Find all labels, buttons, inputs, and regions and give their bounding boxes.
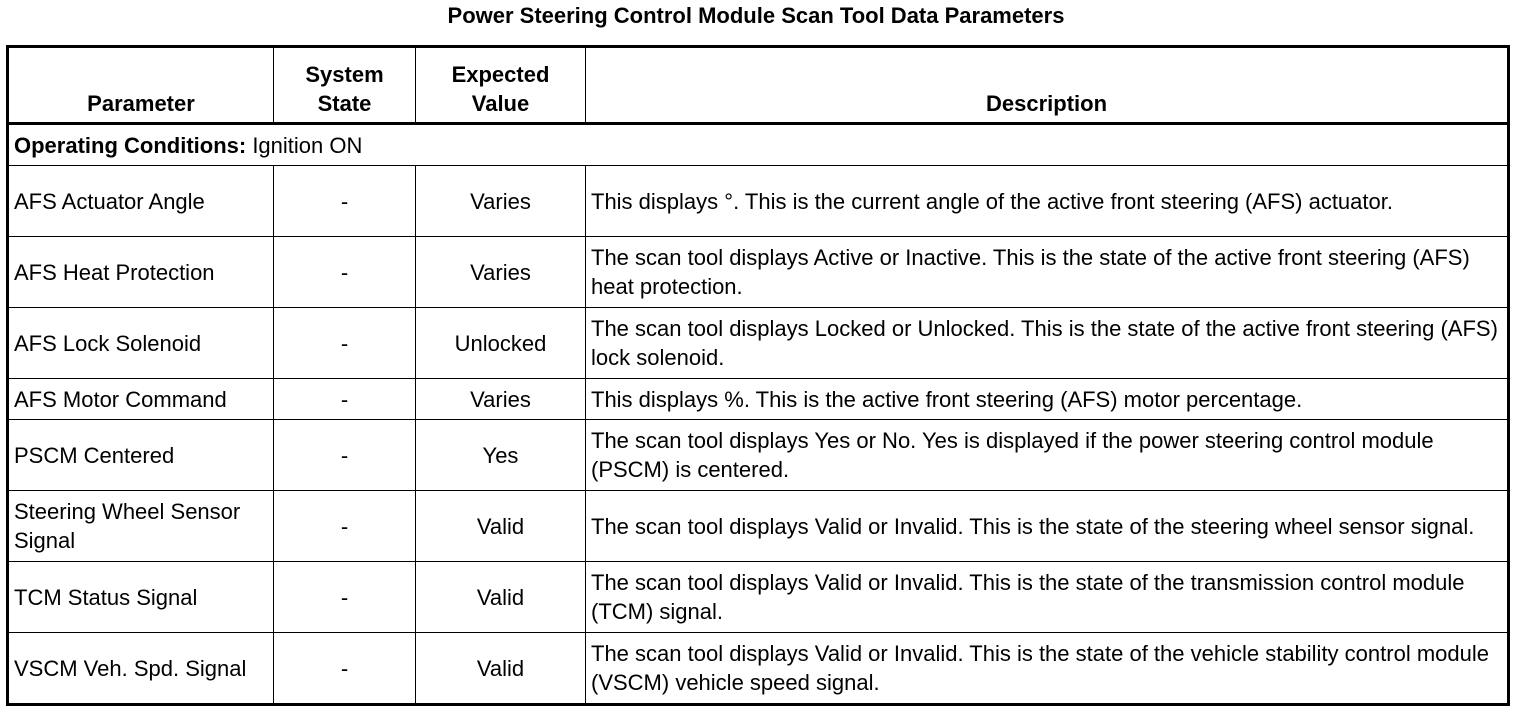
header-parameter: Parameter xyxy=(8,47,274,124)
description-cell: The scan tool displays Valid or Invalid. This is the state of the vehicle stability control module (VSCM) vehicle speed signal. xyxy=(586,633,1509,705)
parameter-cell: AFS Motor Command xyxy=(8,379,274,420)
expected-value-cell: Unlocked xyxy=(416,308,586,379)
table-row xyxy=(8,166,1509,237)
expected-value-cell: Valid xyxy=(416,562,586,633)
parameter-cell: AFS Heat Protection xyxy=(8,237,274,308)
table-row xyxy=(8,420,1509,491)
system-state-cell: - xyxy=(274,308,416,379)
description-cell: The scan tool displays Yes or No. Yes is displayed if the power steering control module (PSCM) is centered. xyxy=(586,420,1509,491)
header-expected-value-line2: Value xyxy=(471,91,530,116)
system-state-cell: - xyxy=(274,491,416,562)
system-state-cell: - xyxy=(274,420,416,491)
expected-value-cell: Varies xyxy=(416,379,586,420)
system-state-cell: - xyxy=(274,166,416,237)
expected-value-cell: Valid xyxy=(416,491,586,562)
table-row xyxy=(8,562,1509,633)
parameter-cell: PSCM Centered xyxy=(8,420,274,491)
expected-value-cell: Yes xyxy=(416,420,586,491)
header-system-state-line2: State xyxy=(317,91,372,116)
parameter-cell: VSCM Veh. Spd. Signal xyxy=(8,633,274,705)
system-state-cell: - xyxy=(274,562,416,633)
parameter-cell: AFS Actuator Angle xyxy=(8,166,274,237)
description-cell: This displays %. This is the active front steering (AFS) motor percentage. xyxy=(586,379,1509,420)
description-cell: The scan tool displays Valid or Invalid. This is the state of the transmission control module (TCM) signal. xyxy=(586,562,1509,633)
system-state-cell: - xyxy=(274,379,416,420)
header-row xyxy=(8,47,1509,124)
description-cell: The scan tool displays Valid or Invalid. This is the state of the steering wheel sensor signal. xyxy=(586,491,1509,562)
table-row xyxy=(8,491,1509,562)
parameter-cell: Steering Wheel Sensor Signal xyxy=(8,491,274,562)
header-expected-value xyxy=(416,47,586,124)
operating-conditions-row xyxy=(8,124,1509,166)
system-state-cell: - xyxy=(274,633,416,705)
table-row xyxy=(8,308,1509,379)
operating-conditions-cell xyxy=(8,124,1509,166)
header-system-state-line1: System xyxy=(305,62,384,87)
description-cell: The scan tool displays Locked or Unlocked. This is the state of the active front steering (AFS) lock solenoid. xyxy=(586,308,1509,379)
expected-value-cell: Varies xyxy=(416,237,586,308)
table-row xyxy=(8,633,1509,705)
header-system-state xyxy=(274,47,416,124)
operating-conditions-value: Ignition ON xyxy=(246,132,363,158)
header-expected-value-line1: Expected xyxy=(451,62,550,87)
table-row xyxy=(8,237,1509,308)
system-state-cell: - xyxy=(274,237,416,308)
expected-value-cell: Valid xyxy=(416,633,586,705)
parameter-cell: TCM Status Signal xyxy=(8,562,274,633)
description-cell: The scan tool displays Active or Inactive. This is the state of the active front steering (AFS) heat protection. xyxy=(586,237,1509,308)
page-title: Power Steering Control Module Scan Tool Data Parameters xyxy=(447,3,1065,28)
scan-tool-data-table xyxy=(6,45,1510,706)
table-row xyxy=(8,379,1509,420)
parameter-cell: AFS Lock Solenoid xyxy=(8,308,274,379)
header-description: Description xyxy=(586,47,1509,124)
description-cell: This displays °. This is the current angle of the active front steering (AFS) actuator. xyxy=(586,166,1509,237)
expected-value-cell: Varies xyxy=(416,166,586,237)
operating-conditions-label: Operating Conditions: xyxy=(14,132,247,158)
